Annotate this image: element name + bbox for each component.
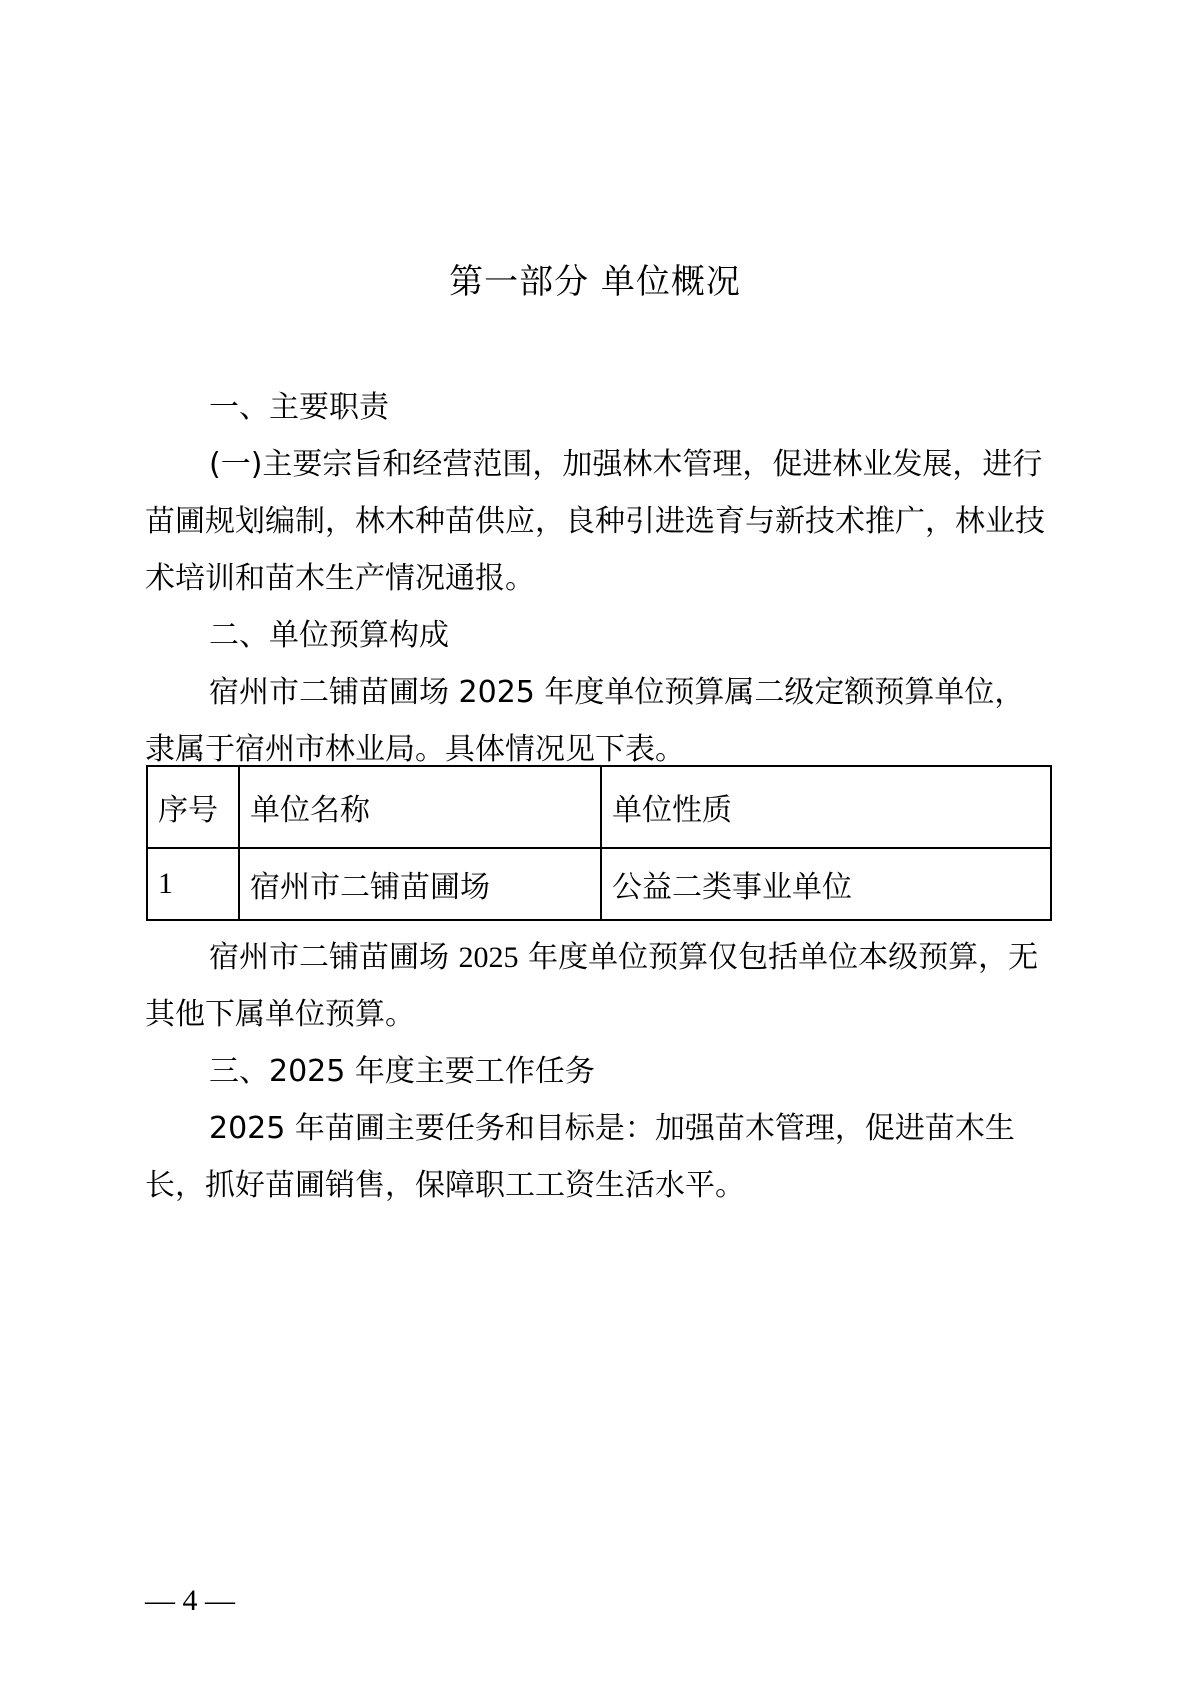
duties-paragraph: (一)主要宗旨和经营范围，加强林木管理，促进林业发展，进行苗圃规划编制，林木种苗供应，良种引进选育与新技术推广，林业技术培训和苗木生产情况通报。 [145, 447, 1045, 596]
table-row [147, 848, 1051, 920]
budget-note-suffix: 年度单位预算仅包括单位本级预算，无其他下属单位预算。 [145, 940, 1039, 1032]
unit-table [146, 765, 1052, 921]
section-heading-tasks: 三、2025 年度主要工作任务 [209, 1054, 595, 1089]
page-title: 第一部分 单位概况 [449, 262, 741, 302]
page-number: — 4 — [145, 1584, 235, 1617]
table-cell-unit-name: 宿州市二铺苗圃场 [239, 848, 601, 920]
section-heading-duties: 一、主要职责 [209, 390, 389, 425]
tasks-paragraph: 2025 年苗圃主要任务和目标是：加强苗木管理，促进苗木生长，抓好苗圃销售，保障职工工资生活水平。 [145, 1111, 1015, 1203]
table-header-unit-type: 单位性质 [601, 766, 1051, 848]
budget-note-prefix: 宿州市二铺苗圃场 [209, 940, 449, 975]
table-header-index: 序号 [147, 766, 239, 848]
budget-note-paragraph [145, 929, 1045, 1043]
table-cell-unit-type: 公益二类事业单位 [601, 848, 1051, 920]
table-header-unit-name: 单位名称 [239, 766, 601, 848]
budget-note-year: 2025 [458, 941, 519, 974]
table-cell-index: 1 [147, 848, 239, 920]
table-header-row [147, 766, 1051, 848]
section-heading-budget: 二、单位预算构成 [209, 618, 449, 653]
budget-paragraph: 宿州市二铺苗圃场 2025 年度单位预算属二级定额预算单位，隶属于宿州市林业局。具体情况见下表。 [145, 675, 1025, 767]
